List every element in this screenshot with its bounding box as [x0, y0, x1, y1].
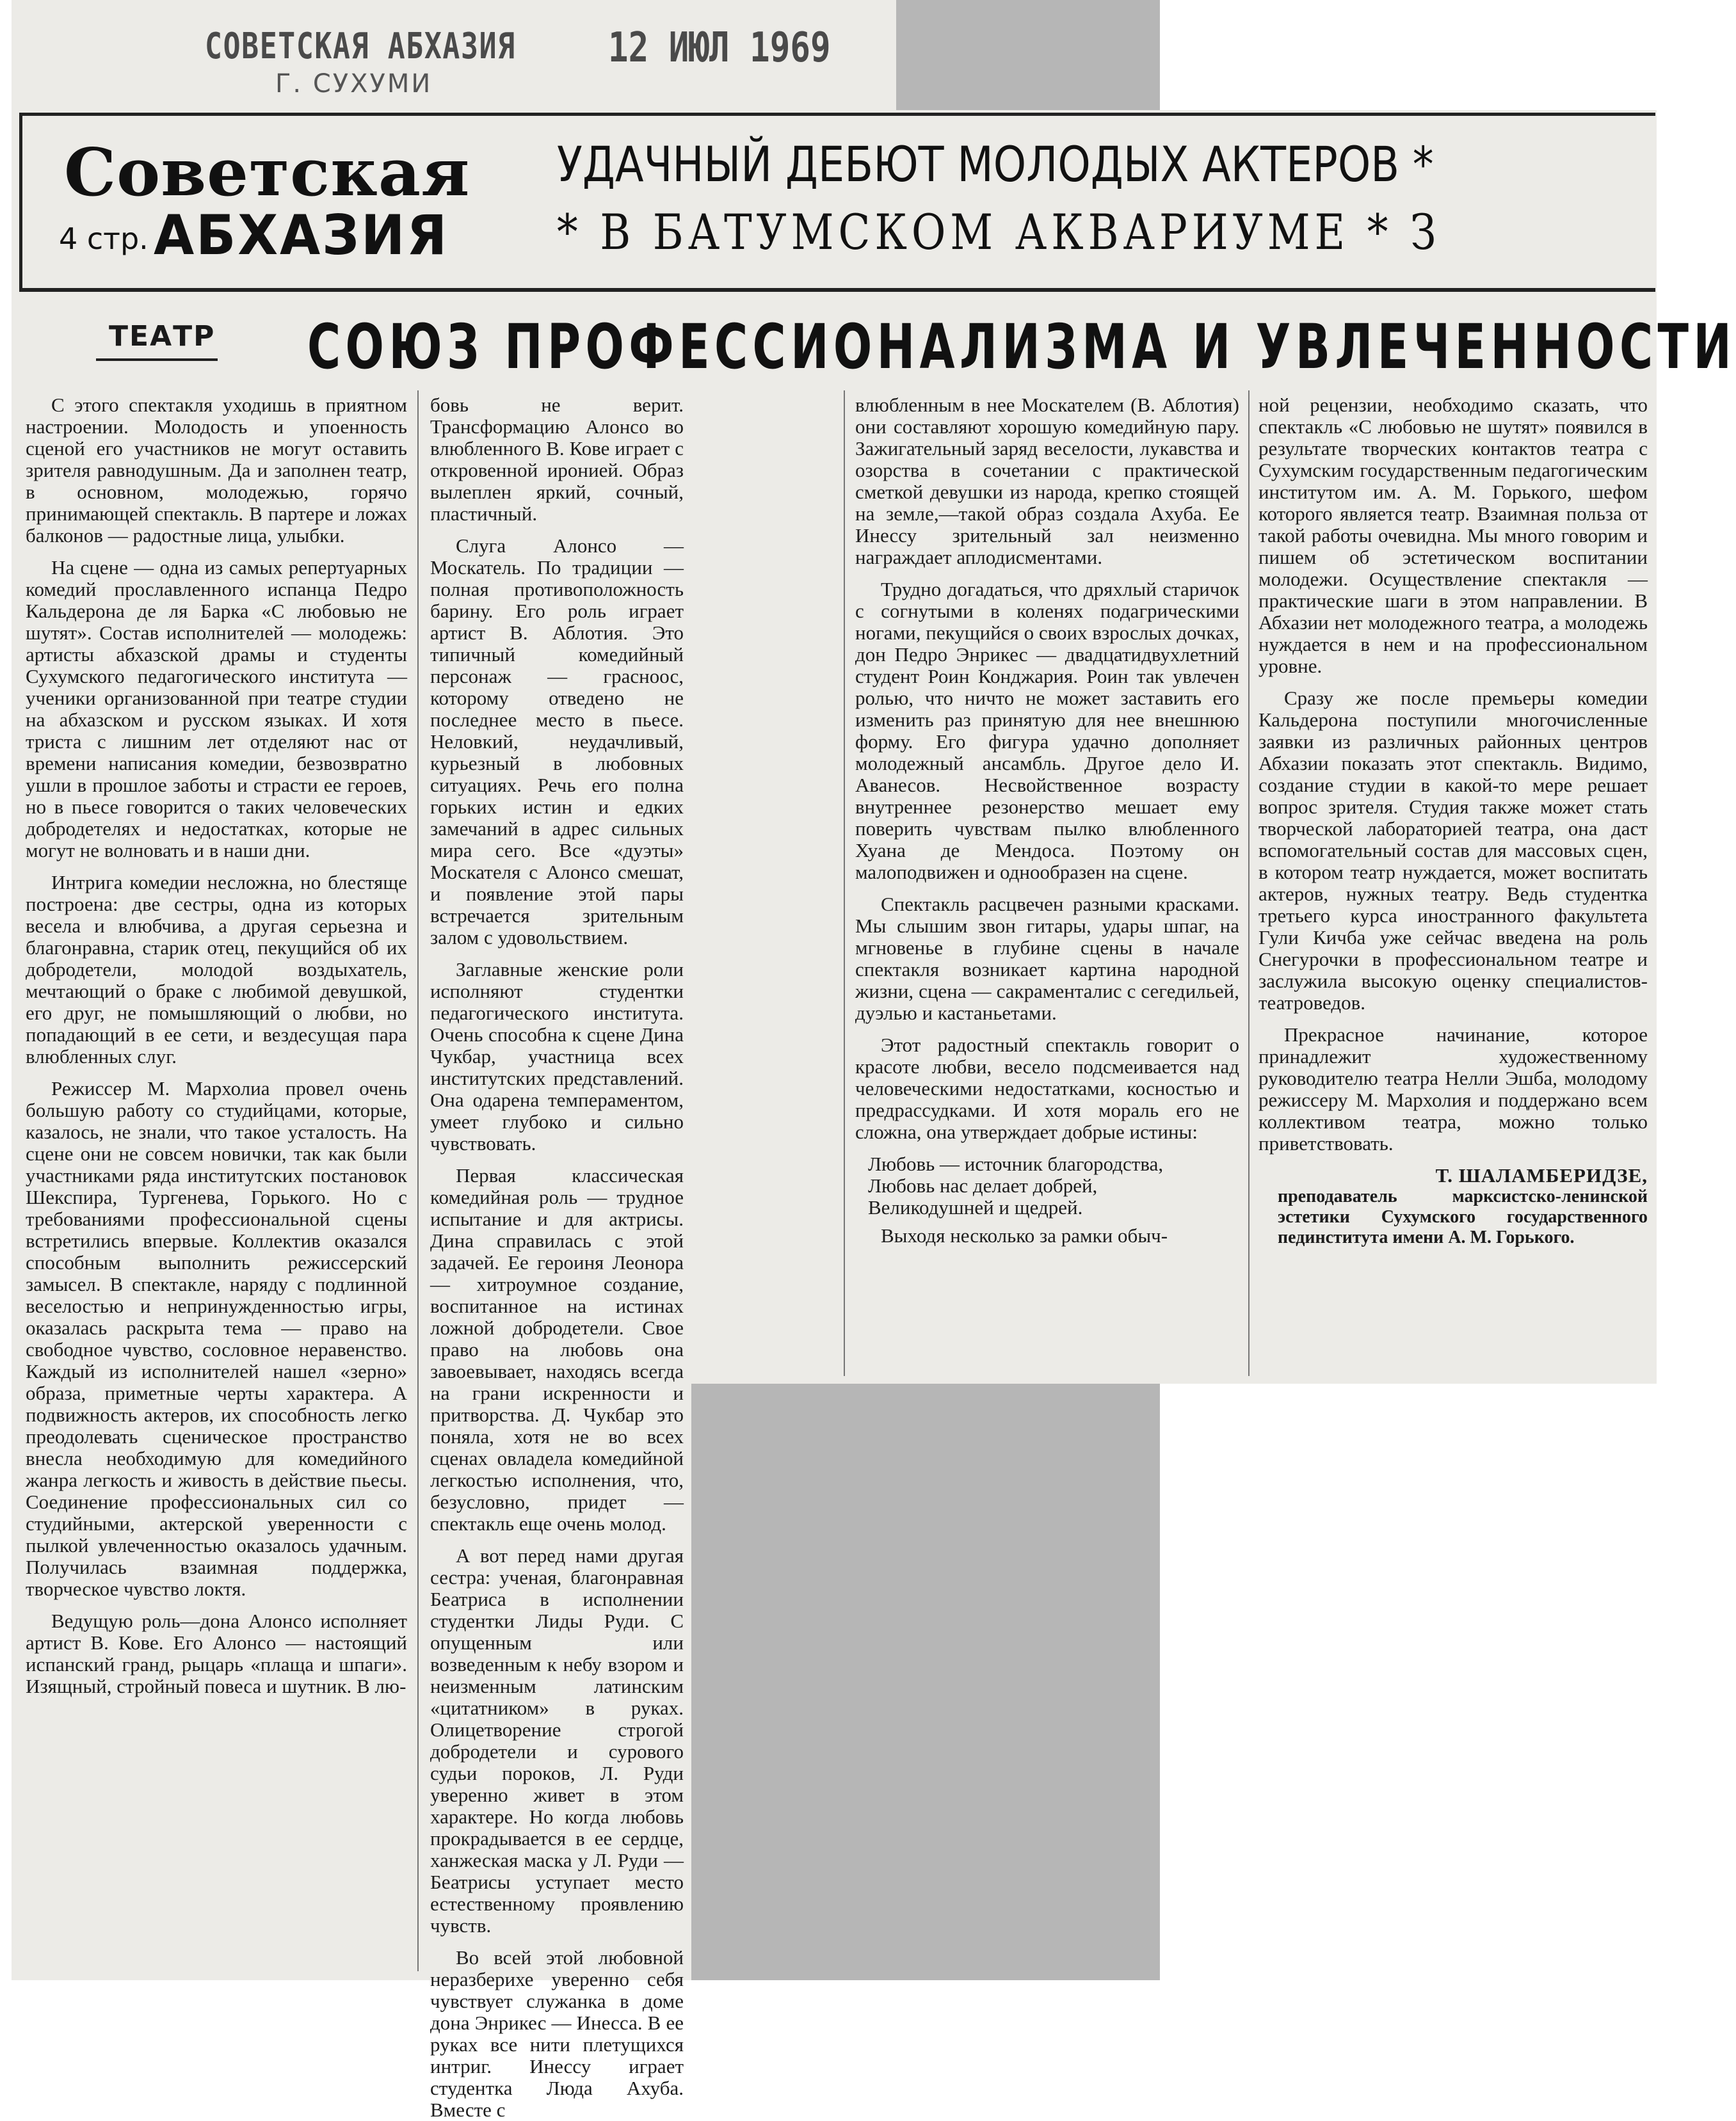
paragraph: С этого спектакля уходишь в приятном настроении. Молодость и упоенность сценой его участников не могут оставить зрителя равнодушным. Да и заполнен театр, в основном, молодежью, горячо принимающей спектакль. В партере и ложах балконов — радостные лица, улыбки.: [26, 394, 407, 547]
poem-line: Великодушней и щедрей.: [868, 1196, 1083, 1219]
paragraph: ной рецензии, необходимо сказать, что спектакль «С любовью не шутят» появился в результате творческих контактов театра с Сухумским государственным педагогическим институтом им. А. М. Горького, шефом которого является театр. Взаимная польза от такой работы очевидна. Мы много говорим и пишем об эстетическом воспитании молодежи. Осуществление спектакля — практические шаги в этом направлении. В Абхазии нет молодежного театра, а молодежь нуждается в нем и на профессиональном уровне.: [1258, 394, 1648, 677]
poem-quote: [855, 1153, 1239, 1219]
paragraph: Прекрасное начинание, которое принадлежит художественному руководителю театра Нелли Эшба, молодому режиссеру М. Мархолия и поддержано всем коллективом театра, можно только приветствовать.: [1258, 1023, 1648, 1155]
masthead-bottom-rule: [19, 288, 1655, 292]
background-gray-bottom: [691, 1382, 1160, 1980]
paragraph: Слуга Алонсо — Москатель. По традиции — полная противоположность барину. Его роль играет артист В. Аблотия. Это типичный комедийный персонаж — грасноос, которому отведено не последнее место в пьесе. Неловкий, неудачливый, курьезный в любовных ситуациях. Речь его полна горьких истин и едких замечаний в адрес сильных мира сего. Все «дуэты» Москателя с Алонсо смешат, и появление этой пары встречается зрительным залом с удовольствием.: [430, 534, 684, 948]
paragraph: А вот перед нами другая сестра: ученая, благонравная Беатриса в исполнении студентки Лиды Руди. С опущенным или возведенным к небу взором и неизменным латинским «цитатником» в руках. Олицетворение строгой добродетели и сурового судьи пороков, Л. Руди уверенно живет в этом характере. Но когда любовь прокрадывается в ее сердце, ханжеская маска у Л. Руди — Беатрисы уступает место естественному проявлению чувств.: [430, 1544, 684, 1937]
masthead-page-number: 4 стр.: [59, 221, 149, 256]
paragraph: Интрига комедии несложна, но блестяще построена: две сестры, одна из которых весела и влюбчива, а другая серьезна и благонравна, старик отец, пекущийся об их добродетели, молодой воздыхатель, мечтающий о браке с любимой девушкой, его друг, не помышляющий о любви, но попадающий в ее сети, и вездесущая пара влюбленных слуг.: [26, 871, 407, 1068]
paragraph: Ведущую роль—дона Алонсо исполняет артист В. Кове. Его Алонсо — настоящий испанский гранд, рыцарь «плаща и шпаги». Изящный, стройный повеса и шутник. В лю-: [26, 1610, 407, 1697]
article-column-3: [855, 394, 1239, 1380]
stamp-date: 12 ИЮЛ 1969: [608, 24, 831, 72]
masthead-headline-1: УДАЧНЫЙ ДЕБЮТ МОЛОДЫХ АКТЕРОВ *: [557, 136, 1434, 193]
masthead-left-rule: [19, 113, 22, 292]
paragraph: Первая классическая комедийная роль — трудное испытание и для актрисы. Дина справилась с этой задачей. Ее героиня Леонора — хитроумное создание, воспитанное на истинах ложной добродетели. Свое право на любовь она завоевывает, находясь всегда на грани искренности и притворства. Д. Чукбар это поняла, хотя не во всех сценах овладела комедийной легкостью исполнения, что, безусловно, придет — спектакль еще очень молод.: [430, 1164, 684, 1535]
paragraph: Трудно догадаться, что дряхлый старичок с согнутыми в коленях подагрическими ногами, пекущийся о своих взрослых дочках, дон Педро Энрикес — двадцатидвухлетний студент Роин Конджария. Роин так увлечен ролью, что ничто не может заставить его изменить раз принятую для нее внешнюю форму. Его фигура удачно дополняет молодежный ансамбль. Другое дело И. Аванесов. Несвойственное возрасту внутреннее резонерство мешает ему поверить чувствам пылко влюбленного Хуана де Мендоса. Поэтому он малоподвижен и однообразен на сцене.: [855, 578, 1239, 883]
article-rubric: ТЕАТР: [109, 320, 216, 353]
paragraph: Во всей этой любовной неразберихе уверенно себя чувствует служанка в доме дона Энрикес — Инесса. В ее руках все нити плетущихся интриг. Инессу играет студентка Люда Ахуба. Вместе с: [430, 1946, 684, 2121]
stamp-city: Г. СУХУМИ: [275, 69, 433, 99]
poem-line: Любовь нас делает добрей,: [868, 1174, 1098, 1197]
paragraph: Режиссер М. Мархолиа провел очень большую работу со студийцами, которые, казалось, не знали, что такое усталость. На сцене они не совсем новички, так как были участниками ряда институтских постановок Шекспира, Тургенева, Горького. Но с требованиями профессиональной сцены встретились впервые. Коллектив оказался способным выполнить режиссерский замысел. В спектакле, наряду с подлинной веселостью и непринужденностью игры, оказалась раскрыта тема — право на свободное чувство, сословное неравенство. Каждый из исполнителей нашел «зерно» образа, приметные черты характера. А подвижность актеров, их способность легко преодолевать сценическое пространство внесла необходимую для комедийного жанра легкость и живость в действие пьесы. Соединение профессиональных сил со студийными, актерской уверенности с пылкой увлеченностью оказалось удачным. Получилась взаимная поддержка, творческое чувство локтя.: [26, 1077, 407, 1600]
column-rule-2: [844, 390, 845, 1376]
column-rule-1: [417, 390, 419, 1971]
paragraph: Спектакль расцвечен разными красками. Мы слышим звон гитары, удары шпаг, на мгновенье в глубине сцены в начале спектакля возникает картина народной жизни, сцена — сакраменталис с сегедильей, дуэлью и кастаньетами.: [855, 893, 1239, 1024]
paragraph: Выходя несколько за рамки обыч-: [881, 1224, 1168, 1247]
article-title: СОЮЗ ПРОФЕССИОНАЛИЗМА И УВЛЕЧЕННОСТИ: [307, 311, 1736, 383]
paragraph: влюбленным в нее Москателем (В. Аблотия) они составляют хорошую комедийную пару. Зажигательный заряд веселости, лукавства и озорства в сочетании с практической сметкой девушки из народа, крепко стоящей на земле,—такой образ создала Ахуба. Ее Инессу зрительный зал неизменно награждает аплодисментами.: [855, 394, 1239, 568]
stamp-newspaper: СОВЕТСКАЯ АБХАЗИЯ: [205, 26, 516, 67]
masthead-top-rule: [19, 113, 1655, 116]
rubric-underline: [96, 358, 218, 361]
article-column-2: [430, 394, 684, 2121]
poem-line: Любовь — источник благородства,: [868, 1153, 1164, 1175]
paragraph: Сразу же после премьеры комедии Кальдерона поступили многочисленные заявки из различных районных центров Абхазии показать этот спектакль. Видимо, создание студии в какой-то мере решает вопрос зрителя. Студия также может стать творческой лабораторией театра, она даст вспомогательный состав для массовых сцен, в котором театр нуждается, может воспитать актеров, нужных театру. Ведь студентка третьего курса иностранного факультета Гули Кичба уже сейчас введена на роль Снегурочки в профессиональном театре и заслужила высокую оценку специалистов-театроведов.: [1258, 687, 1648, 1014]
paragraph: На сцене — одна из самых репертуарных комедий прославленного испанца Педро Кальдерона де ля Барка «С любовью не шутят». Состав исполнителей — молодежь: артисты абхазской драмы и студенты Сухумского педагогического института — ученики организованной при театре студии на абхазском и русском языках. И хотя триста с лишним лет отделяют нас от времени написания комедии, безвозвратно ушли в прошлое заботы и страсти ее героев, но в пьесе говорится о таких человеческих добродетелях и недостатках, которые не могут не волновать и в наши дни.: [26, 556, 407, 861]
article-column-1: [26, 394, 407, 1975]
masthead-newspaper-name-line2: АБХАЗИЯ: [154, 204, 449, 268]
paragraph: бовь не верит. Трансформацию Алонсо во влюбленного В. Кове играет с откровенной иронией. Образ вылеплен яркий, сочный, пластичный.: [430, 394, 684, 525]
masthead-newspaper-name: Советская: [64, 134, 470, 211]
author-name: Т. ШАЛАМБЕРИДЗЕ,: [1435, 1164, 1648, 1187]
article-column-4: [1258, 394, 1648, 1380]
paragraph: Заглавные женские роли исполняют студентки педагогического института. Очень способна к сцене Дина Чукбар, участница всех институтских представлений. Она одарена темпераментом, умеет глубоко и сильно чувствовать.: [430, 958, 684, 1155]
column-rule-3: [1248, 390, 1250, 1376]
masthead-headline-2: * В БАТУМСКОМ АКВАРИУМЕ * З: [557, 204, 1441, 260]
paragraph: Этот радостный спектакль говорит о красоте любви, весело подсмеивается над человеческими недостатками, косностью и предрассудками. И хотя мораль его не сложна, она утверждает добрые истины:: [855, 1034, 1239, 1143]
author-description: преподаватель марксистско-ленинской эстетики Сухумского государственного пединститута имени А. М. Горького.: [1278, 1187, 1648, 1247]
